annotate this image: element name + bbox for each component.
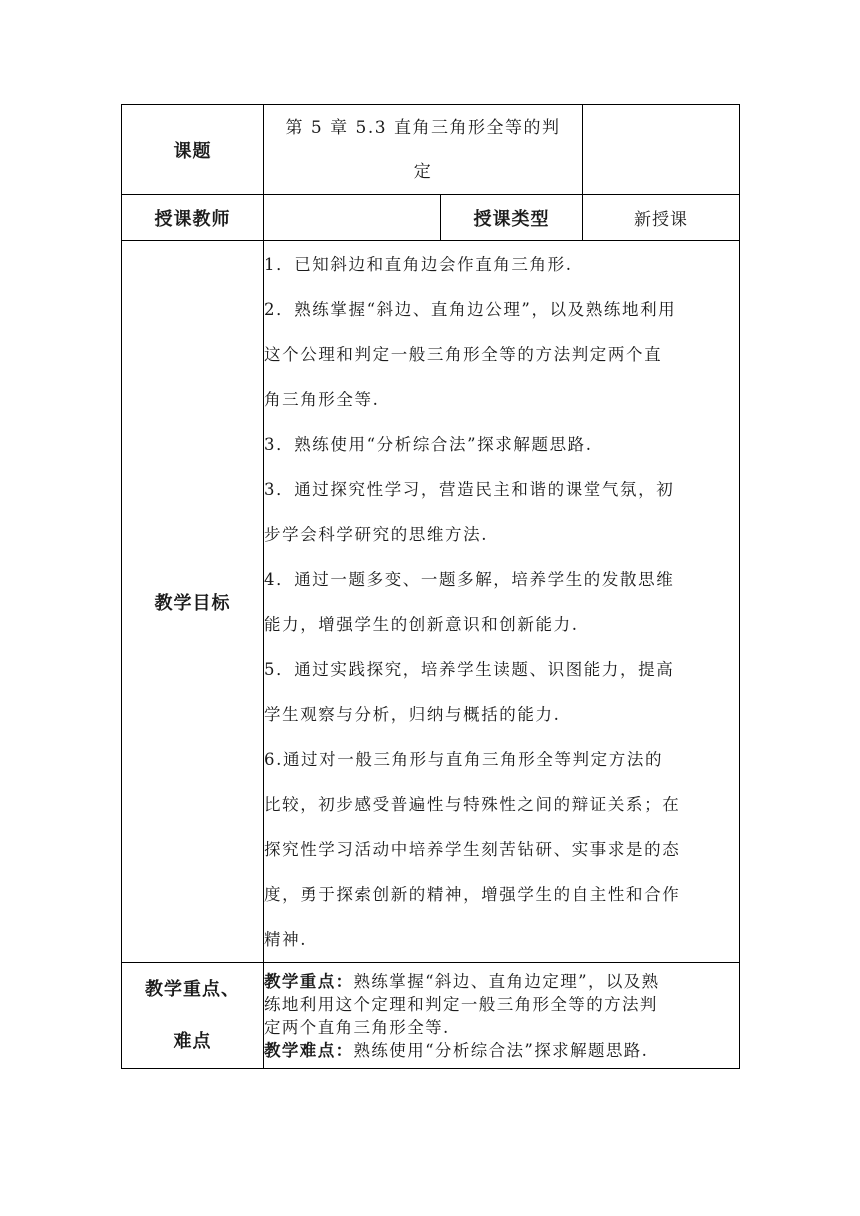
- teacher-row: [122, 195, 740, 241]
- difficulty-label: 教学难点：: [264, 1040, 354, 1060]
- teacher-value: [264, 195, 441, 241]
- objective-line: 3．熟练使用“分析综合法”探求解题思路.: [264, 434, 593, 454]
- objective-line: 探究性学习活动中培养学生刻苦钻研、实事求是的态: [264, 839, 681, 859]
- objective-line: 1．已知斜边和直角边会作直角三角形.: [264, 254, 573, 274]
- objective-line: 这个公理和判定一般三角形全等的方法判定两个直: [264, 344, 663, 364]
- objective-line: 3．通过探究性学习，营造民主和谐的课堂气氛，初: [264, 479, 675, 499]
- objectives-content: [264, 241, 740, 963]
- objective-line: 角三角形全等.: [264, 389, 380, 409]
- focus-text: 熟练掌握“斜边、直角边定理”，以及熟: [353, 971, 660, 991]
- lesson-type-value: 新授课: [583, 195, 740, 241]
- objectives-row: [122, 241, 740, 963]
- focus-line: [264, 970, 739, 993]
- focus-line: 练地利用这个定理和判定一般三角形全等的方法判: [264, 994, 658, 1014]
- lesson-title: [264, 105, 583, 195]
- difficulty-text: 熟练使用“分析综合法”探求解题思路.: [353, 1040, 649, 1060]
- focus-label: 教学重点：: [264, 971, 354, 991]
- lesson-plan-table: [121, 104, 740, 1069]
- objective-line: 学生观察与分析，归纳与概括的能力.: [264, 704, 561, 724]
- keypoints-content: [264, 963, 740, 1069]
- objective-line: 比较，初步感受普遍性与特殊性之间的辩证关系；在: [264, 794, 681, 814]
- topic-extra-cell: [583, 105, 740, 195]
- focus-line: 定两个直角三角形全等.: [264, 1017, 450, 1037]
- keypoints-row: [122, 963, 740, 1069]
- lesson-type-label: 授课类型: [441, 195, 583, 241]
- objective-line: 2．熟练掌握“斜边、直角边公理”，以及熟练地利用: [264, 299, 677, 319]
- objectives-label: 教学目标: [122, 241, 264, 963]
- objective-line: 5．通过实践探究，培养学生读题、识图能力，提高: [264, 659, 675, 679]
- objective-line: 6.通过对一般三角形与直角三角形全等判定方法的: [264, 749, 664, 769]
- objective-line: 精神.: [264, 929, 308, 949]
- topic-row: [122, 105, 740, 195]
- keypoints-label: [122, 963, 264, 1069]
- objective-line: 4．通过一题多变、一题多解，培养学生的发散思维: [264, 569, 675, 589]
- objective-line: 能力，增强学生的创新意识和创新能力.: [264, 614, 579, 634]
- keypoints-label-line: 难点: [173, 1030, 212, 1052]
- lesson-title-line: 定: [413, 161, 433, 182]
- keypoints-label-line: 教学重点、: [145, 978, 240, 1000]
- topic-label: 课题: [122, 105, 264, 195]
- difficulty-line: [264, 1039, 739, 1062]
- teacher-label: 授课教师: [122, 195, 264, 241]
- objective-line: 度，勇于探索创新的精神，增强学生的自主性和合作: [264, 884, 681, 904]
- lesson-title-line: 第 5 章 5.3 直角三角形全等的判: [285, 117, 561, 138]
- objective-line: 步学会科学研究的思维方法.: [264, 524, 489, 544]
